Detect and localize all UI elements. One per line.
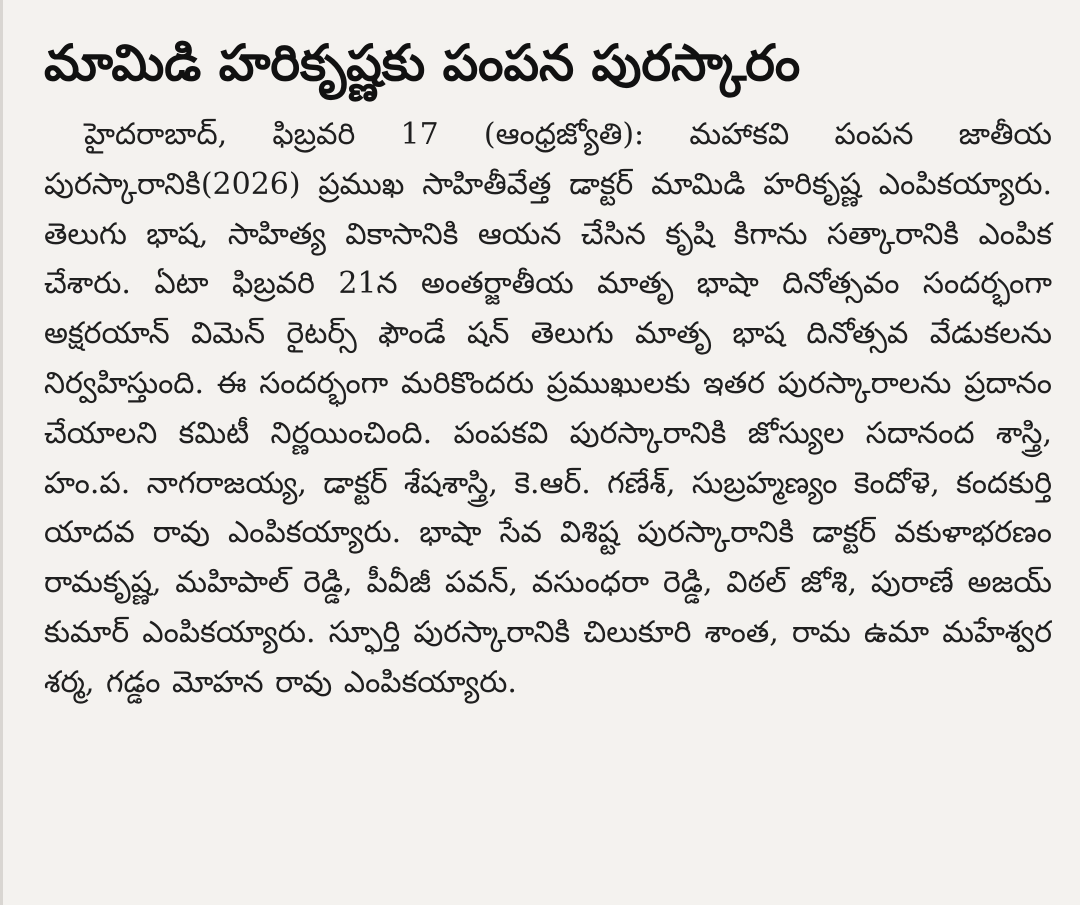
article-body: హైదరాబాద్, ఫిబ్రవరి 17 (ఆంధ్రజ్యోతి): మహాకవి పంపన జాతీయ పురస్కారానికి(2026) ప్రముఖ సాహితీవేత్త డాక్టర్ మామిడి హరికృష్ణ ఎంపికయ్యారు. తెలుగు భాష, సాహిత్య వికాసానికి ఆయన చేసిన కృషి కిగాను సత్కారానికి ఎంపిక చేశారు. ఏటా ఫిబ్రవరి 21న అంతర్జాతీయ మాతృ భాషా దినోత్సవం సందర్భంగా అక్షరయాన్ విమెన్ రైటర్స్ ఫౌండే షన్ తెలుగు మాతృ భాష దినోత్సవ వేడుకలను నిర్వహిస్తుంది. ఈ సందర్భంగా మరికొందరు ప్రముఖులకు ఇతర పురస్కారాలను ప్రదానం చేయాలని కమిటీ నిర్ణయించింది. పంపకవి పురస్కారానికి జోస్యుల సదానంద శాస్త్రి, హం.ప. నాగరాజయ్య, డాక్టర్ శేషశాస్త్రి, కె.ఆర్. గణేశ్, సుబ్రహ్మణ్యం కెందోళె, కందకుర్తి యాదవ రావు ఎంపికయ్యారు. భాషా సేవ విశిష్ట పురస్కారానికి డాక్టర్ వకుళాభరణం రామకృష్ణ, మహిపాల్ రెడ్డి, పీవీజీ పవన్, వసుంధరా రెడ్డి, విఠల్ జోశి, పురాణే అజయ్ కుమార్ ఎంపికయ్యారు. స్ఫూర్తి పురస్కారానికి చిలుకూరి శాంత, రామ ఉమా మహేశ్వర శర్మ, గడ్డం మోహన రావు ఎంపికయ్యారు. (44, 117, 1052, 700)
article-headline: మామిడి హరికృష్ణకు పంపన పురస్కారం (44, 34, 801, 92)
